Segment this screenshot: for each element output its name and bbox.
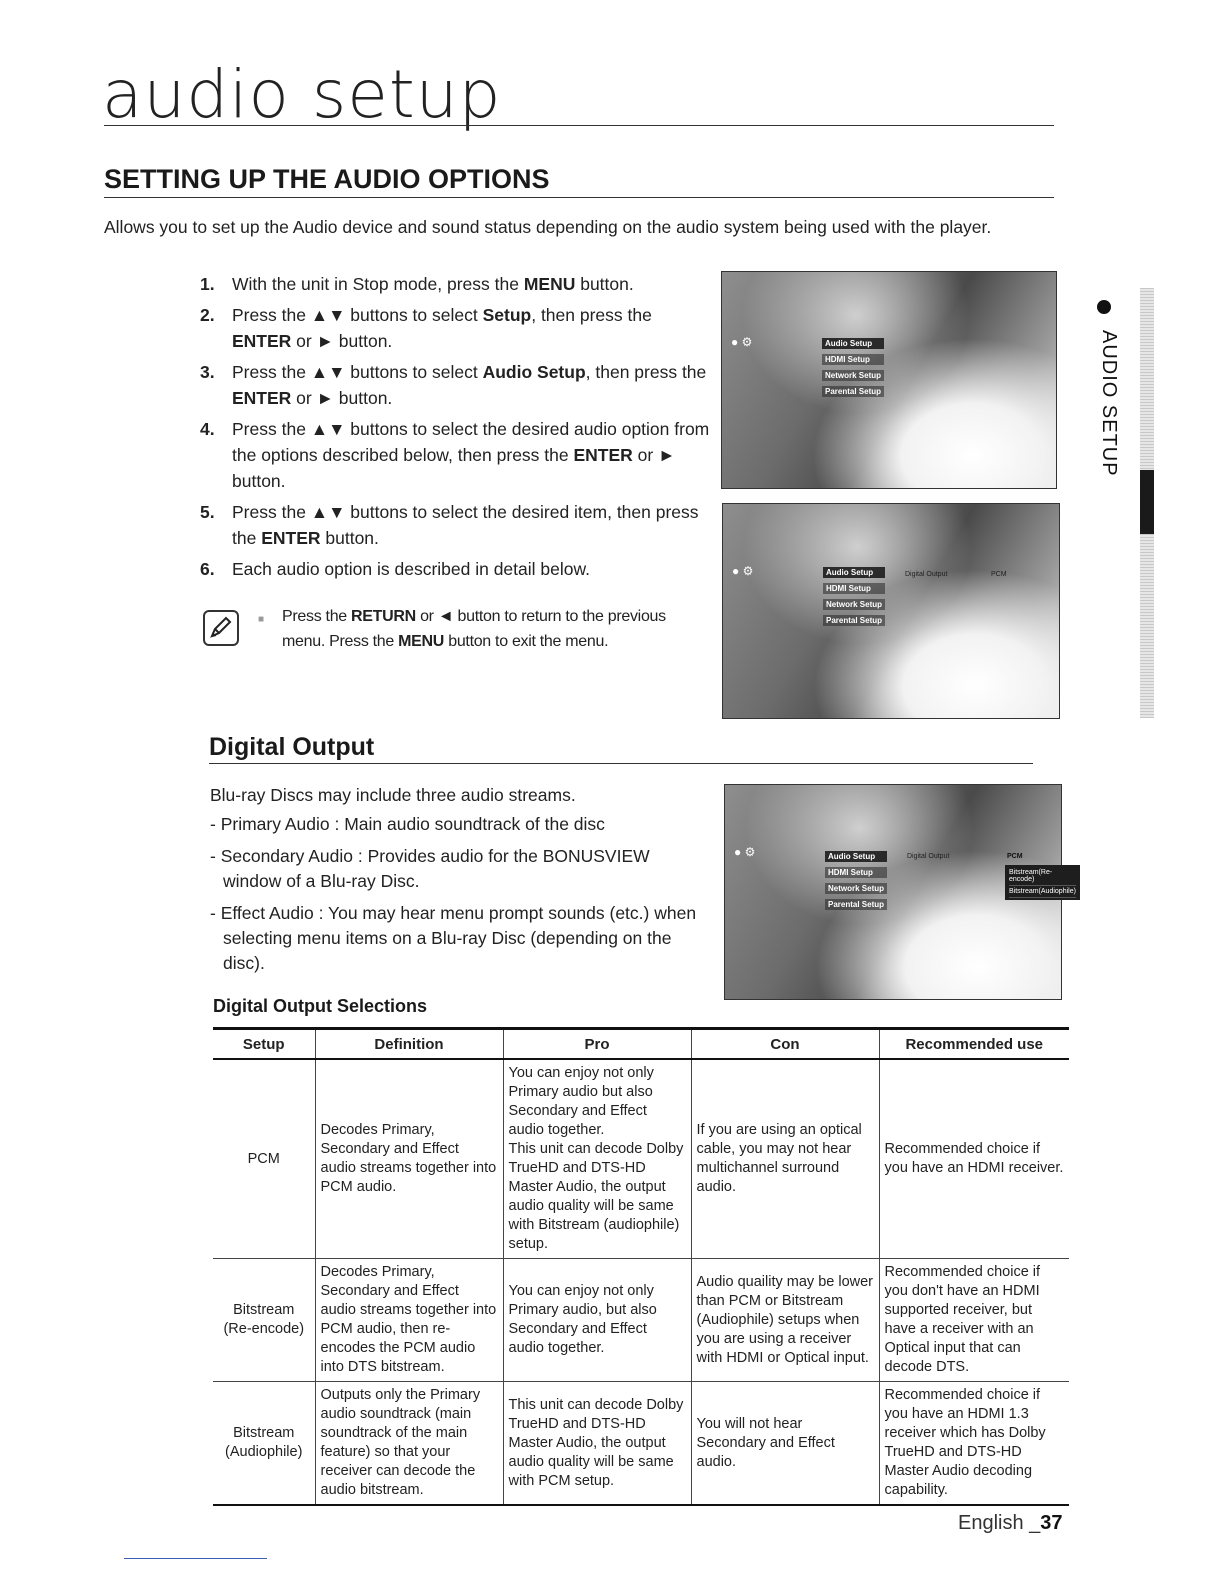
page-footer [958, 1512, 1063, 1535]
step-text [232, 302, 710, 354]
menu-item: Audio Setup [825, 851, 887, 862]
text-run: Press the ▲▼ buttons to select the desired audio option from the options described below, then press the [232, 419, 710, 465]
table-row [213, 1259, 1069, 1382]
column-header: Pro [503, 1029, 691, 1060]
text-run: button. [575, 274, 634, 294]
menu-screenshot-1 [721, 271, 1057, 489]
table-cell: Audio quaility may be lower than PCM or Bitstream (Audiophile) setups when you are using a receiver with HDMI or Optical input. [691, 1259, 879, 1382]
column-header: Recommended use [879, 1029, 1069, 1060]
menu-item: Parental Setup [823, 615, 885, 626]
note-icon [203, 610, 239, 646]
menu-item: HDMI Setup [822, 354, 884, 365]
menu-item: Network Setup [822, 370, 884, 381]
emphasis-text: Audio Setup [482, 362, 586, 382]
menu-item: Parental Setup [825, 899, 887, 910]
digital-output-rule [209, 763, 1033, 764]
dropdown-option: Bitstream(Re-encode) [1009, 867, 1076, 886]
step-text [232, 271, 634, 297]
list-item: - Secondary Audio : Provides audio for the BONUSVIEW window of a Blu-ray Disc. [210, 846, 650, 891]
text-run: , then press the [585, 362, 707, 382]
page-title: audio setup [102, 56, 502, 133]
table-cell: PCM [213, 1059, 315, 1259]
text-run: Press the ▲▼ buttons to select the desired item, then press the [232, 502, 699, 548]
table-cell: Decodes Primary, Secondary and Effect audio streams together into PCM audio, then re-encodes the PCM audio into DTS bitstream. [315, 1259, 503, 1382]
digital-output-table [213, 1027, 1069, 1506]
side-tab-marker [1140, 470, 1154, 534]
audio-streams-list [210, 812, 710, 983]
text-run: Press the ▲▼ buttons to select [232, 305, 483, 325]
step-item [200, 302, 710, 354]
step-text [232, 556, 590, 582]
note-text [282, 604, 702, 654]
side-tab-bullet [1097, 300, 1111, 314]
step-item [200, 416, 710, 494]
step-number: 4. [200, 419, 215, 439]
text-run: Press the ▲▼ buttons to select [232, 362, 483, 382]
table-cell: Recommended choice if you don't have an HDMI supported receiver, but have a receiver with an Optical input that can decode DTS. [879, 1259, 1069, 1382]
footer-rule [124, 1558, 267, 1559]
option-value: PCM [1007, 853, 1023, 860]
page-number: 37 [1040, 1512, 1063, 1534]
menu-screenshot-2 [722, 503, 1060, 719]
table-cell: Recommended choice if you have an HDMI receiver. [879, 1059, 1069, 1259]
menu-item: HDMI Setup [823, 583, 885, 594]
step-number: 2. [200, 305, 215, 325]
digital-output-intro: Blu-ray Discs may include three audio streams. [210, 785, 576, 805]
step-text [232, 359, 710, 411]
text-run: button. [320, 528, 379, 548]
table-cell: You can enjoy not only Primary audio, but also Secondary and Effect audio together. [503, 1259, 691, 1382]
table-row [213, 1059, 1069, 1259]
menu-item: Audio Setup [823, 567, 885, 578]
section-heading: SETTING UP THE AUDIO OPTIONS [104, 164, 550, 194]
table-cell: You will not hear Secondary and Effect audio. [691, 1382, 879, 1506]
emphasis-text: RETURN [351, 608, 416, 625]
step-item [200, 271, 710, 297]
emphasis-text: MENU [398, 633, 445, 650]
step-item [200, 499, 710, 551]
table-cell: If you are using an optical cable, you may not hear multichannel surround audio. [691, 1059, 879, 1259]
menu-screenshot-3 [724, 784, 1076, 1000]
option-label: Digital Output [907, 853, 950, 860]
section-rule [104, 197, 1054, 198]
emphasis-text: ENTER [232, 331, 292, 351]
step-text [232, 499, 710, 551]
text-run: or ► button. [232, 445, 676, 491]
option-value: PCM [991, 571, 1007, 578]
step-number: 5. [200, 502, 215, 522]
list-item: - Effect Audio : You may hear menu prompt sounds (etc.) when selecting menu items on a Blu-ray Disc (depending on the disc). [210, 903, 697, 973]
emphasis-text: Setup [482, 305, 532, 325]
option-dropdown [1005, 865, 1080, 900]
gear-icon: ● ⚙ [734, 845, 756, 859]
text-run: or ► button. [291, 331, 393, 351]
column-header: Setup [213, 1029, 315, 1060]
step-number: 6. [200, 559, 215, 579]
table-cell: This unit can decode Dolby TrueHD and DTS-HD Master Audio, the output audio quality will be same with PCM setup. [503, 1382, 691, 1506]
table-cell: Bitstream (Audiophile) [213, 1382, 315, 1506]
text-run: With the unit in Stop mode, press the [232, 274, 524, 294]
text-run: , then press the [531, 305, 652, 325]
digital-output-heading: Digital Output [209, 733, 375, 761]
table-cell: Outputs only the Primary audio soundtrack (main soundtrack of the main feature) so that your receiver can decode the audio bitstream. [315, 1382, 503, 1506]
gear-icon: ● ⚙ [732, 564, 754, 578]
step-item [200, 359, 710, 411]
text-run: Each audio option is described in detail below. [232, 559, 591, 579]
emphasis-text: ENTER [232, 388, 292, 408]
option-label: Digital Output [905, 571, 948, 578]
intro-paragraph: Allows you to set up the Audio device and sound status depending on the audio system being used with the player. [104, 217, 992, 237]
column-header: Con [691, 1029, 879, 1060]
step-number: 1. [200, 274, 215, 294]
emphasis-text: ENTER [573, 445, 633, 465]
table-row [213, 1382, 1069, 1506]
menu-item: Network Setup [823, 599, 885, 610]
note-bullet: ■ [258, 614, 265, 625]
column-header: Definition [315, 1029, 503, 1060]
step-number: 3. [200, 362, 215, 382]
table-cell: Recommended choice if you have an HDMI 1.3 receiver which has Dolby TrueHD and DTS-HD Master Audio decoding capability. [879, 1382, 1069, 1506]
step-item [200, 556, 710, 582]
text-run: or ◄ button to return to the previous menu. Press the [282, 608, 666, 650]
side-tab [1090, 330, 1120, 480]
text-run: Press the [282, 608, 352, 625]
steps-list [200, 271, 710, 587]
menu-item: Audio Setup [822, 338, 884, 349]
table-cell: Bitstream (Re-encode) [213, 1259, 315, 1382]
menu-item: HDMI Setup [825, 867, 887, 878]
gear-icon: ● ⚙ [731, 335, 753, 349]
list-item: - Primary Audio : Main audio soundtrack of the disc [210, 814, 605, 834]
side-tab-label: AUDIO SETUP [1098, 330, 1120, 477]
menu-item: Network Setup [825, 883, 887, 894]
emphasis-text: MENU [523, 274, 576, 294]
emphasis-text: ENTER [261, 528, 321, 548]
menu-item: Parental Setup [822, 386, 884, 397]
table-cell: You can enjoy not only Primary audio but also Secondary and Effect audio together. This unit can decode Dolby TrueHD and DTS-HD Master Audio, the output audio quality will be same with Bitstream (audiophile) setup. [503, 1059, 691, 1259]
table-cell: Decodes Primary, Secondary and Effect audio streams together into PCM audio. [315, 1059, 503, 1259]
footer-language: English _ [958, 1512, 1041, 1534]
dropdown-option: Bitstream(Audiophile) [1009, 886, 1076, 898]
text-run: or ► button. [291, 388, 393, 408]
selections-heading: Digital Output Selections [213, 996, 428, 1016]
title-rule [104, 125, 1054, 126]
step-text [232, 416, 710, 494]
text-run: button to exit the menu. [444, 633, 609, 650]
